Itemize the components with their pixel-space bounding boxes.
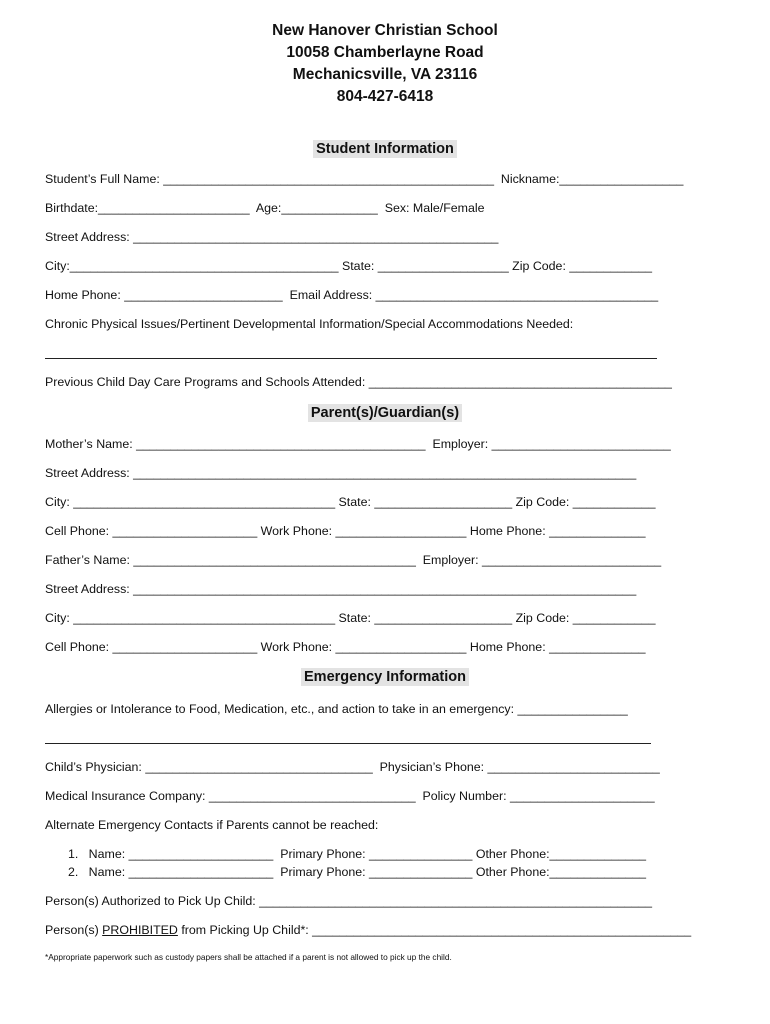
- school-city: Mechanicsville, VA 23116: [292, 66, 478, 83]
- allergies-field[interactable]: Allergies or Intolerance to Food, Medication, etc., and action to take in an emergency: ________________: [45, 702, 628, 716]
- prohibited-prefix: Person(s): [45, 923, 103, 937]
- school-name: New Hanover Christian School: [272, 22, 498, 39]
- home-phone-field[interactable]: Home Phone: _______________________ Email Address: _________________________________________: [45, 288, 659, 302]
- chronic-issues-line[interactable]: [45, 358, 657, 359]
- prohibited-word: PROHIBITED: [102, 923, 178, 937]
- mother-street-field[interactable]: Street Address: _________________________________________________________________________: [45, 466, 637, 480]
- father-name-field[interactable]: Father’s Name: _________________________________________ Employer: __________________________: [45, 553, 662, 567]
- school-phone: 804-427-6418: [336, 88, 434, 105]
- allergies-line[interactable]: [45, 743, 651, 744]
- parents-section-heading: Parent(s)/Guardian(s): [0, 404, 770, 422]
- chronic-issues-label: Chronic Physical Issues/Pertinent Developmental Information/Special Accommodations Needed:: [45, 317, 574, 331]
- father-street-field[interactable]: Street Address: _________________________________________________________________________: [45, 582, 637, 596]
- father-city-field[interactable]: City: ______________________________________ State: ____________________ Zip Code: ____________: [45, 611, 656, 625]
- student-name-field[interactable]: Student’s Full Name: ________________________________________________ Nickname:__________________: [45, 172, 684, 186]
- physician-field[interactable]: Child’s Physician: _________________________________ Physician’s Phone: _________________________: [45, 760, 660, 774]
- prohibited-suffix: from Picking Up Child*: _______________________________________________________: [177, 923, 692, 937]
- student-street-field[interactable]: Street Address: _____________________________________________________: [45, 230, 499, 244]
- authorized-pickup-field[interactable]: Person(s) Authorized to Pick Up Child: _________________________________________________________: [45, 894, 652, 908]
- footnote: *Appropriate paperwork such as custody papers shall be attached if a parent is not allowed to pick up the child.: [45, 952, 452, 962]
- father-phones-field[interactable]: Cell Phone: _____________________ Work Phone: ___________________ Home Phone: ______________: [45, 640, 646, 654]
- alternate-contact-2[interactable]: 2. Name: _____________________ Primary Phone: _______________ Other Phone:______________: [68, 865, 647, 879]
- mother-phones-field[interactable]: Cell Phone: _____________________ Work Phone: ___________________ Home Phone: ______________: [45, 524, 646, 538]
- mother-city-field[interactable]: City: ______________________________________ State: ____________________ Zip Code: ____________: [45, 495, 656, 509]
- alternate-contacts-label: Alternate Emergency Contacts if Parents cannot be reached:: [45, 818, 379, 832]
- student-section-heading: Student Information: [0, 140, 770, 158]
- emergency-section-heading: Emergency Information: [0, 668, 770, 686]
- school-street: 10058 Chamberlayne Road: [286, 44, 484, 61]
- mother-name-field[interactable]: Mother’s Name: __________________________________________ Employer: __________________________: [45, 437, 671, 451]
- birthdate-field[interactable]: Birthdate:______________________ Age:______________ Sex: Male/Female: [45, 201, 485, 215]
- alternate-contact-1[interactable]: 1. Name: _____________________ Primary Phone: _______________ Other Phone:______________: [68, 847, 647, 861]
- student-city-field[interactable]: City:_______________________________________ State: ___________________ Zip Code: ____________: [45, 259, 653, 273]
- prohibited-pickup-field[interactable]: [45, 922, 691, 938]
- previous-programs-field[interactable]: Previous Child Day Care Programs and Schools Attended: ____________________________________________: [45, 375, 672, 389]
- insurance-field[interactable]: Medical Insurance Company: ______________________________ Policy Number: _____________________: [45, 789, 655, 803]
